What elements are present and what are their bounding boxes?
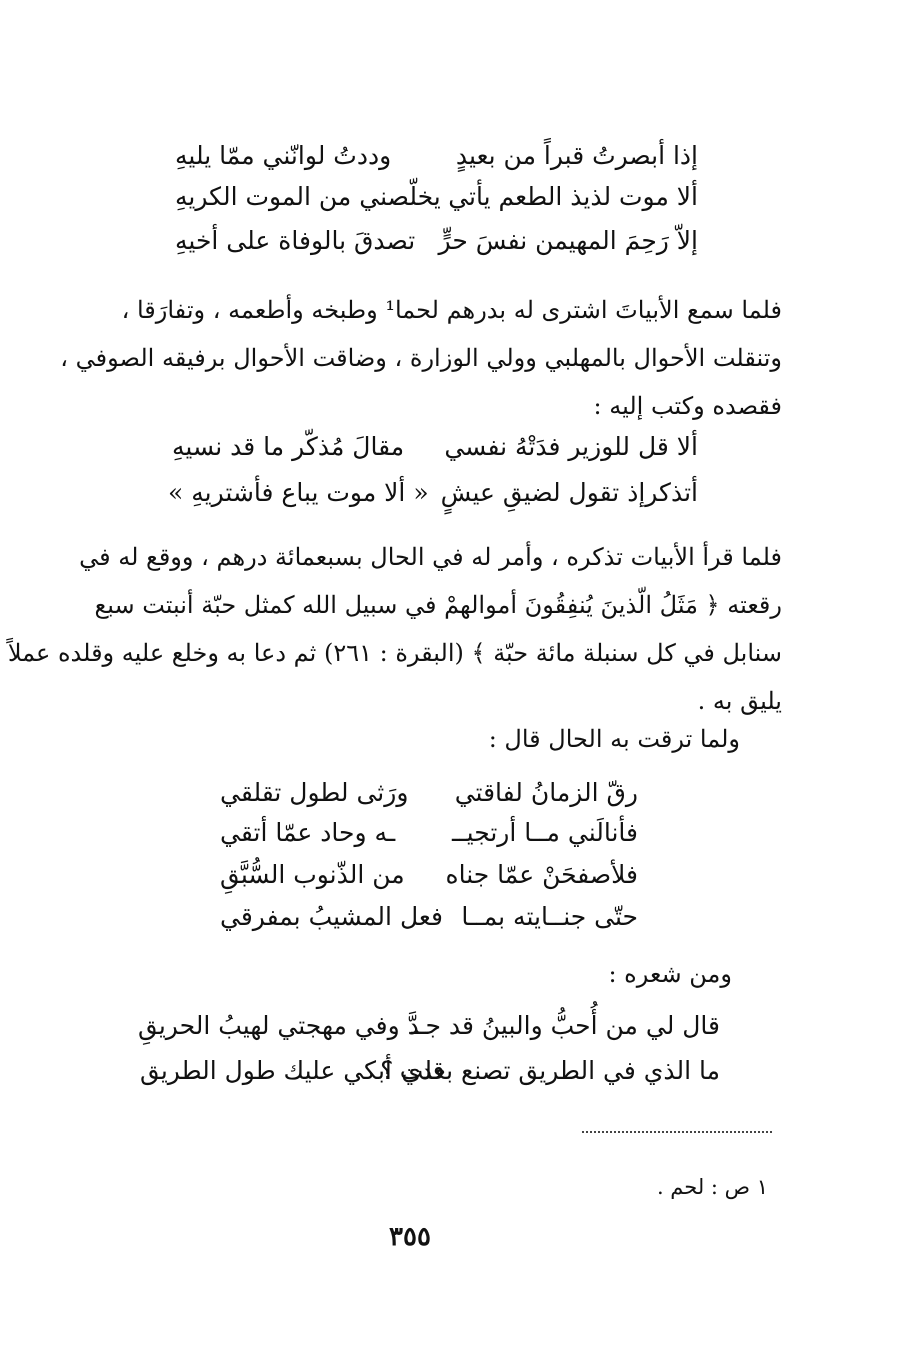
poem-2-line-2-hemistich-1: أتذكرإذ تقول لضيقِ عيشٍ (440, 478, 698, 507)
poem-3-line-4-hemistich-1: حتّى جنــايته بمــا (461, 902, 638, 931)
page-number: ٣٥٥ (389, 1222, 431, 1252)
poem-3-line-3-hemistich-2: من الذّنوب السُّبَّقِ (220, 860, 405, 889)
poem-4-line-2-hemistich-2: قلت أبكي عليك طول الطريق (140, 1056, 445, 1085)
poem-4-line-1-hemistich-1: قال لي من أُحبُّ والبينُ قد جــ (410, 1011, 720, 1040)
poem-1-line-3-hemistich-1: إلاّ رَحِمَ المهيمن نفسَ حرٍّ (438, 226, 698, 255)
paragraph-2-line-2: رقعته ﴿ مَثَلُ الّذينَ يُنفِقُونَ أموالهمْ في سبيل الله كمثل حبّة أنبتت سبع (94, 591, 782, 619)
poem-3-line-3-hemistich-1: فلأصفحَنْ عمّا جناه (445, 860, 638, 889)
poem-3-line-4-hemistich-2: فعل المشيبُ بمفرقي (220, 902, 443, 931)
poem-1-line-2-hemistich-2: يخلّصني من الموت الكريهِ (175, 182, 441, 211)
footnote: ١ ص : لحم . (656, 1175, 768, 1199)
poem-1-line-3-hemistich-2: تصدقَ بالوفاة على أخيهِ (175, 226, 416, 255)
poem-3-line-2-hemistich-2: ـه وحاد عمّا أتقي (220, 818, 396, 847)
paragraph-2-line-3: سنابل في كل سنبلة مائة حبّة ﴾ (البقرة : ٢٦١) ثم دعا به وخلع عليه وقلده عملاً (7, 639, 782, 667)
footnote-divider (582, 1131, 772, 1133)
poem-2-line-1-hemistich-2: مقالَ مُذكّر ما قد نسيهِ (172, 432, 405, 461)
poem-2-line-1-hemistich-1: ألا قل للوزير فدَتْهُ نفسي (444, 432, 698, 461)
paragraph-1-line-3: فقصده وكتب إليه : (593, 392, 782, 420)
poem-3-line-1-hemistich-2: ورَثى لطول تقلقي (220, 778, 409, 807)
paragraph-1-line-2: وتنقلت الأحوال بالمهلبي وولي الوزارة ، وضاقت الأحوال برفيقه الصوفي ، (60, 344, 782, 372)
paragraph-1 (60, 286, 782, 430)
paragraph-2-line-4: يليق به . (697, 687, 782, 715)
poem-1-line-1-hemistich-1: إذا أبصرتُ قبراً من بعيدٍ (455, 141, 698, 170)
poem-4-line-2-hemistich-1: ما الذي في الطريق تصنع بعدي ؟ (380, 1056, 720, 1085)
intro-4: ومن شعره : (608, 960, 732, 988)
paragraph-2 (7, 533, 782, 725)
paragraph-1-line-1: فلما سمع الأبياتَ اشترى له بدرهم لحما¹ وطبخه وأطعمه ، وتفارَقا ، (121, 296, 782, 324)
poem-1-line-1-hemistich-2: وددتُ لوانّني ممّا يليهِ (175, 141, 392, 170)
poem-1-line-2-hemistich-1: ألا موت لذيذ الطعم يأتي (448, 182, 698, 211)
poem-3-line-1-hemistich-1: رقّ الزمانُ لفاقتي (454, 778, 638, 807)
poem-3-line-2-hemistich-1: فأنالَني مــا أرتجيــ (452, 818, 638, 847)
intro-3: ولما ترقت به الحال قال : (488, 725, 740, 753)
paragraph-2-line-1: فلما قرأ الأبيات تذكره ، وأمر له في الحال بسبعمائة درهم ، ووقع له في (79, 543, 782, 571)
poem-2-line-2-hemistich-2: « ألا موت يباع فأشتريهِ » (168, 478, 429, 507)
poem-4-line-1-hemistich-2: ـدَّ وفي مهجتي لهيبُ الحريقِ (138, 1011, 429, 1040)
